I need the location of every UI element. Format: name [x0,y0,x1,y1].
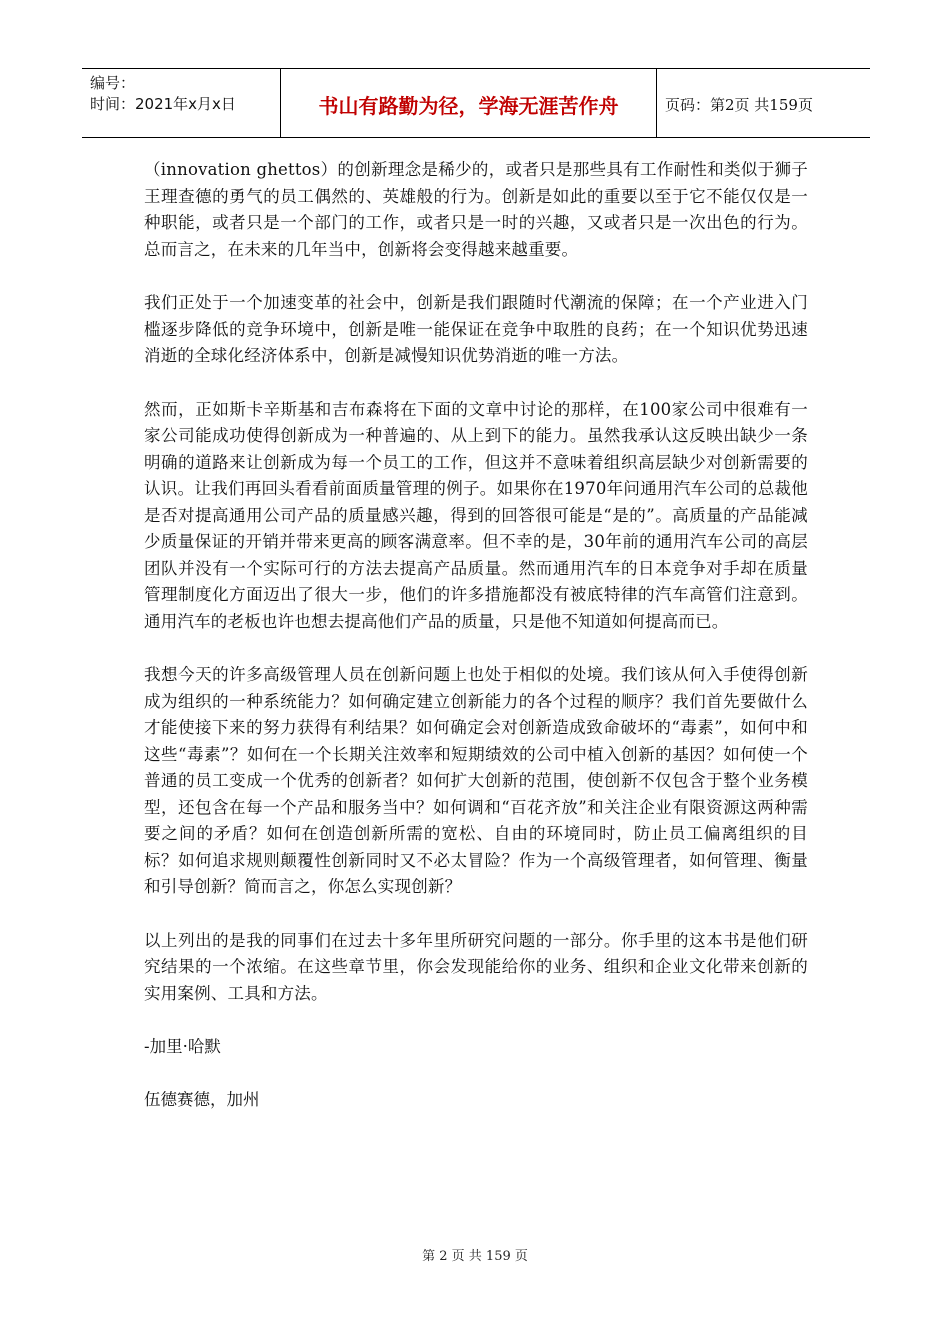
author-location: 伍德赛德，加州 [144,1089,260,1109]
header-motto: 书山有路勤为径，学海无涯苦作舟 [281,69,657,137]
document-number-label: 编号： [90,74,136,92]
header-page-info: 页码：第2页 共159页 [665,95,813,114]
page-header [82,68,870,138]
document-time-label: 时间：2021年x月x日 [90,95,236,113]
page-footer: 第 2 页 共 159 页 [422,1249,528,1264]
document-body [144,157,808,1139]
body-paragraph: 以上列出的是我的同事们在过去十多年里所研究问题的一部分。你手里的这本书是他们研究结果的一个浓缩。在这些章节里，你会发现能给你的业务、组织和企业文化带来创新的实用案例、工具和方法。 [144,930,808,1003]
body-paragraph: 然而，正如斯卡辛斯基和吉布森将在下面的文章中讨论的那样，在100家公司中很难有一家公司能成功使得创新成为一种普遍的、从上到下的能力。虽然我承认这反映出缺少一条明确的道路来让创新成为每一个员工的工作，但这并不意味着组织高层缺少对创新需要的认识。让我们再回头看看前面质量管理的例子。如果你在1970年问通用汽车公司的总裁他是否对提高通用公司产品的质量感兴趣，得到的回答很可能是“是的”。高质量的产品能减少质量保证的开销并带来更高的顾客满意率。但不幸的是，30年前的通用汽车公司的高层团队并没有一个实际可行的方法去提高产品质量。然而通用汽车的日本竞争对手却在质量管理制度化方面迈出了很大一步，他们的许多措施都没有被底特律的汽车高管们注意到。通用汽车的老板也许也想去提高他们产品的质量，只是他不知道如何提高而已。 [144,399,808,631]
body-paragraph: 我想今天的许多高级管理人员在创新问题上也处于相似的处境。我们该从何入手使得创新成为组织的一种系统能力？如何确定建立创新能力的各个过程的顺序？我们首先要做什么才能使接下来的努力获得有利结果？如何确定会对创新造成致命破坏的“毒素”，如何中和这些“毒素”？如何在一个长期关注效率和短期绩效的公司中植入创新的基因？如何使一个普通的员工变成一个优秀的创新者？如何扩大创新的范围，使创新不仅包含于整个业务模型，还包含在每一个产品和服务当中？如何调和“百花齐放”和关注企业有限资源这两种需要之间的矛盾？如何在创造创新所需的宽松、自由的环境同时，防止员工偏离组织的目标？如何追求规则颠覆性创新同时又不必太冒险？作为一个高级管理者，如何管理、衡量和引导创新？简而言之，你怎么实现创新？ [144,665,808,896]
body-paragraph: 我们正处于一个加速变革的社会中，创新是我们跟随时代潮流的保障；在一个产业进入门槛逐步降低的竞争环境中，创新是唯一能保证在竞争中取胜的良药；在一个知识优势迅速消逝的全球化经济体系中，创新是减慢知识优势消逝的唯一方法。 [144,293,808,365]
body-paragraph: （innovation ghettos）的创新理念是稀少的，或者只是那些具有工作耐性和类似于狮子王理查德的勇气的员工偶然的、英雄般的行为。创新是如此的重要以至于它不能仅仅是一种职能，或者只是一个部门的工作，或者只是一时的兴趣，又或者只是一次出色的行为。总而言之，在未来的几年当中，创新将会变得越来越重要。 [144,160,808,259]
header-meta [82,69,281,137]
author-signature: -加里·哈默 [144,1037,221,1056]
